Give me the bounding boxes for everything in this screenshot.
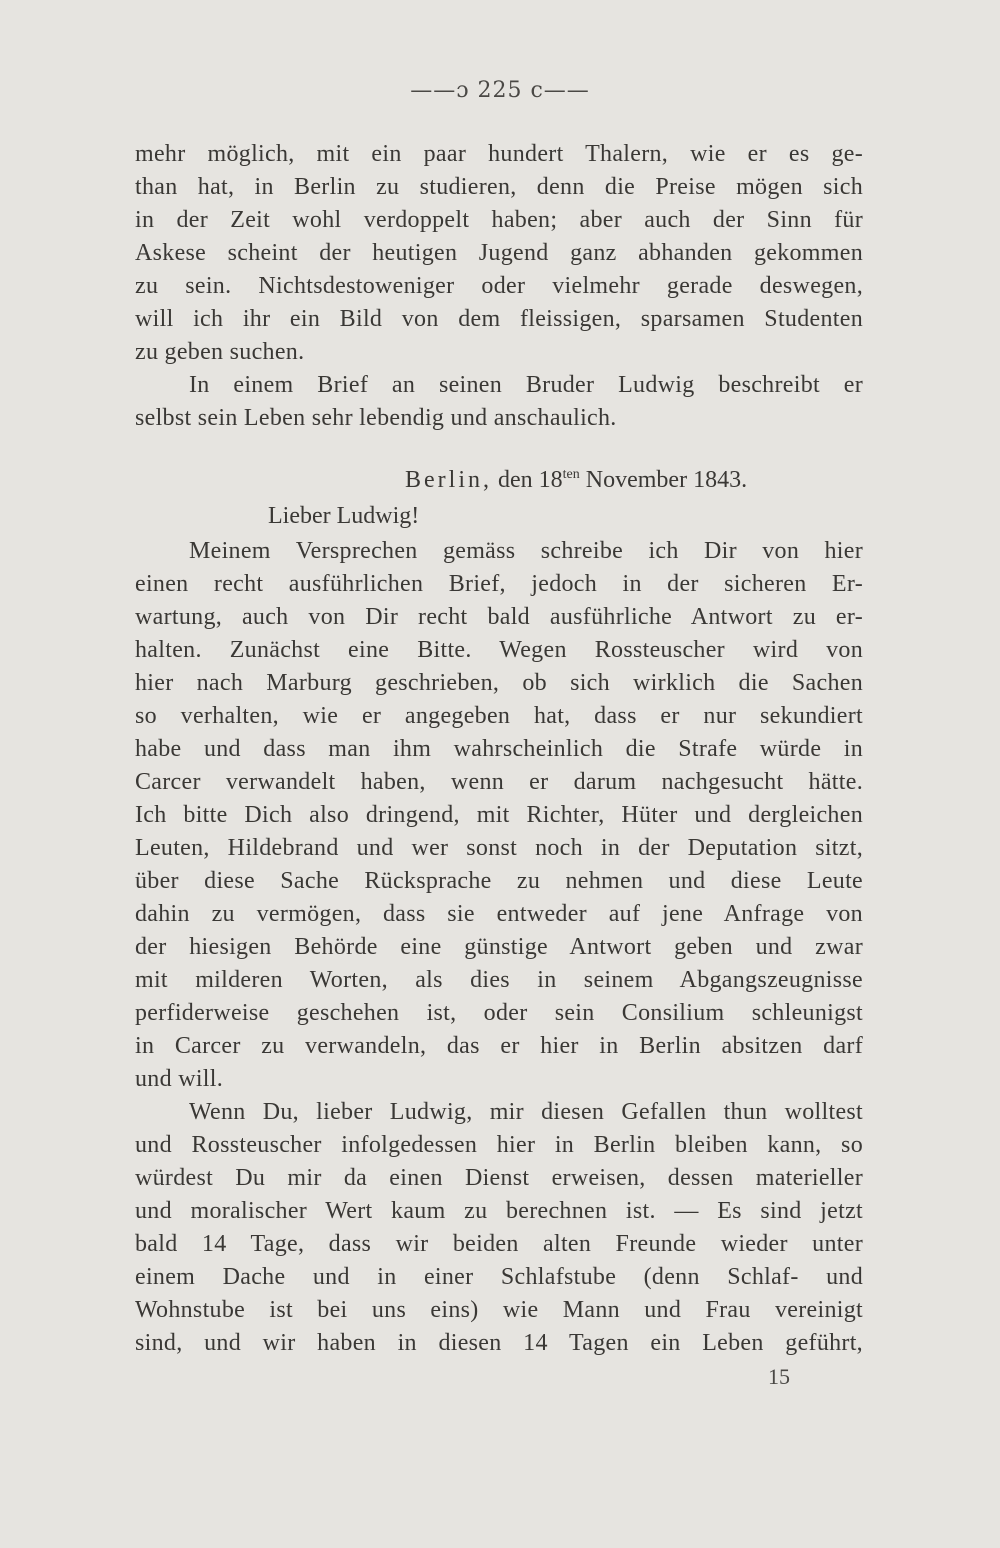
text-line: selbst sein Leben sehr lebendig und anschaulich. — [135, 405, 617, 431]
letter-date-prefix: den 18 — [498, 467, 563, 493]
text-line: Ich bitte Dich also dringend, mit Richter, Hüter und dergleichen — [135, 802, 863, 828]
text-line: würdest Du mir da einen Dienst erweisen, dessen materieller — [135, 1165, 863, 1191]
text-line: bald 14 Tage, dass wir beiden alten Freunde wieder unter — [135, 1231, 863, 1257]
text-line: mit milderen Worten, als dies in seinem Abgangszeugnisse — [135, 967, 863, 993]
text-line: in der Zeit wohl verdoppelt haben; aber auch der Sinn für — [135, 207, 863, 233]
text-line: mehr möglich, mit ein paar hundert Thalern, wie er es ge- — [135, 141, 863, 167]
text-line: wartung, auch von Dir recht bald ausführliche Antwort zu er- — [135, 604, 863, 630]
text-line: perfiderweise geschehen ist, oder sein Consilium schleunigst — [135, 1000, 863, 1026]
text-line: einem Dache und in einer Schlafstube (denn Schlaf- und — [135, 1264, 863, 1290]
paragraph-1 — [135, 138, 863, 369]
text-line: dahin zu vermögen, dass sie entweder auf jene Anfrage von — [135, 901, 863, 927]
paragraph-4 — [135, 1096, 863, 1360]
text-line: Meinem Versprechen gemäss schreibe ich Dir von hier — [189, 538, 863, 564]
text-line: und Rossteuscher infolgedessen hier in Berlin bleiben kann, so — [135, 1132, 863, 1158]
letter-date-superscript: ten — [562, 467, 580, 482]
text-line: hier nach Marburg geschrieben, ob sich wirklich die Sachen — [135, 670, 863, 696]
text-line: einen recht ausführlichen Brief, jedoch in der sicheren Er- — [135, 571, 863, 597]
text-line: in Carcer zu verwandeln, das er hier in Berlin absitzen darf — [135, 1033, 863, 1059]
letter-dateline — [405, 458, 747, 497]
text-line: und will. — [135, 1066, 224, 1092]
text-line: zu sein. Nichtsdestoweniger oder vielmehr gerade deswegen, — [135, 273, 863, 299]
text-line: sind, und wir haben in diesen 14 Tagen ein Leben geführt, — [135, 1330, 863, 1356]
signature-mark: 15 — [768, 1364, 790, 1389]
text-line: Askese scheint der heutigen Jugend ganz abhanden gekommen — [135, 240, 863, 266]
text-line: Leuten, Hildebrand und wer sonst noch in der Deputation sitzt, — [135, 835, 863, 861]
letter-salutation: Lieber Ludwig! — [268, 503, 420, 529]
text-line: Wohnstube ist bei uns eins) wie Mann und Frau vereinigt — [135, 1297, 863, 1323]
letter-place: Berlin, — [405, 467, 492, 493]
text-line: In einem Brief an seinen Bruder Ludwig beschreibt er — [189, 372, 863, 398]
text-line: über diese Sache Rücksprache zu nehmen und diese Leute — [135, 868, 863, 894]
paragraph-3 — [135, 535, 863, 1096]
page-number-header: ——ɔ 225 c—— — [410, 78, 590, 103]
letter-date-suffix: November 1843. — [585, 467, 748, 493]
text-line: Carcer verwandelt haben, wenn er darum nachgesucht hätte. — [135, 769, 863, 795]
text-line: der hiesigen Behörde eine günstige Antwort geben und zwar — [135, 934, 863, 960]
text-line: than hat, in Berlin zu studieren, denn die Preise mögen sich — [135, 174, 863, 200]
text-line: habe und dass man ihm wahrscheinlich die Strafe würde in — [135, 736, 863, 762]
text-line: halten. Zunächst eine Bitte. Wegen Rossteuscher wird von — [135, 637, 863, 663]
text-line: so verhalten, wie er angegeben hat, dass er nur sekundiert — [135, 703, 863, 729]
text-line: zu geben suchen. — [135, 339, 305, 365]
text-line: Wenn Du, lieber Ludwig, mir diesen Gefallen thun wolltest — [189, 1099, 863, 1125]
paragraph-2 — [135, 369, 863, 435]
text-line: will ich ihr ein Bild von dem fleissigen, sparsamen Studenten — [135, 306, 863, 332]
text-line: und moralischer Wert kaum zu berechnen ist. — Es sind jetzt — [135, 1198, 863, 1224]
